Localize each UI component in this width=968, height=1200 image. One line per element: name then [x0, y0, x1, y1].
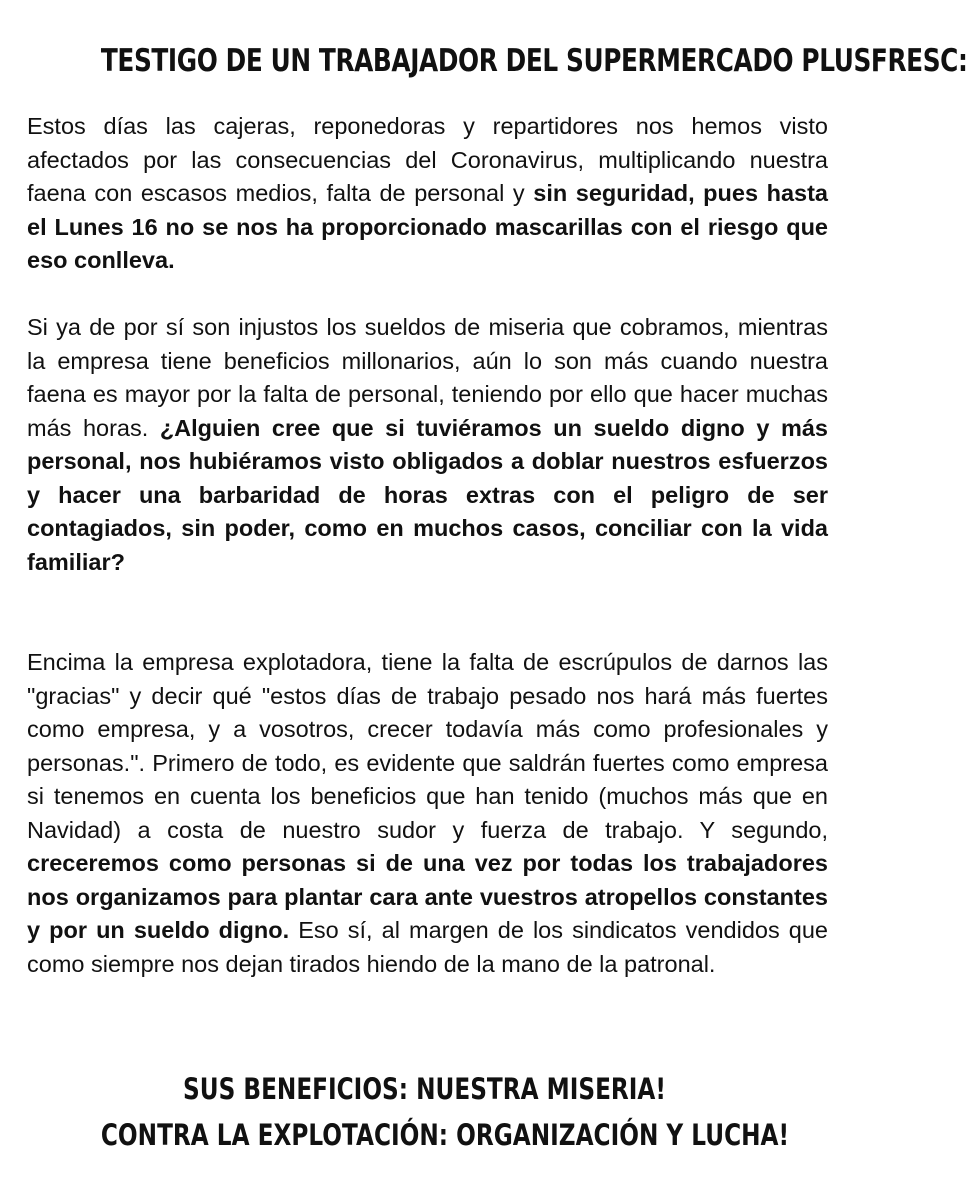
leaflet-title: TESTIGO DE UN TRABAJADOR DEL SUPERMERCADO PLUSFRESC: [100, 43, 968, 79]
paragraph-1-bold-text: sin seguridad, pues hasta el Lunes 16 no se nos ha proporcionado mascarillas con el riesgo que eso conlleva. [27, 180, 828, 273]
paragraph-2-text: Si ya de por sí son injustos los sueldos de miseria que cobramos, mientras la empresa tiene beneficios millonarios, aún lo son más cuando nuestra faena es mayor por la falta de personal, teniendo por ello que hacer muchas más horas. [27, 314, 828, 441]
paragraph-3-bold-text: creceremos como personas si de una vez por todas los trabajadores nos organizamos para plantar cara ante vuestros atropellos constantes y por un sueldo digno. [27, 850, 828, 943]
paragraph-3-text: Encima la empresa explotadora, tiene la falta de escrúpulos de darnos las "gracias" y decir qué "estos días de trabajo pesado nos hará más fuertes como empresa, y a vosotros, crecer todavía más como profesionales y personas.". Primero de todo, es evidente que saldrán fuertes como empresa si tenemos en cuenta los beneficios que han tenido (muchos más que en Navidad) a costa de nuestro sudor y fuerza de trabajo. Y segundo, [27, 649, 828, 843]
slogan-2: CONTRA LA EXPLOTACIÓN: ORGANIZACIÓN Y LUCHA! [100, 1118, 790, 1152]
paragraph-3-closing-text: Eso sí, al margen de los sindicatos vendidos que como siempre nos dejan tirados hiendo de la mano de la patronal. [27, 917, 828, 977]
paragraph-2 [27, 311, 828, 579]
paragraph-1 [27, 110, 828, 278]
slogan-1: SUS BENEFICIOS: NUESTRA MISERIA! [183, 1072, 666, 1106]
paragraph-1-text: Estos días las cajeras, reponedoras y repartidores nos hemos visto afectados por las consecuencias del Coronavirus, multiplicando nuestra faena con escasos medios, falta de personal y [27, 113, 828, 206]
paragraph-2-bold-text: ¿Alguien cree que si tuviéramos un sueldo digno y más personal, nos hubiéramos visto obligados a doblar nuestros esfuerzos y hacer una barbaridad de horas extras con el peligro de ser contagiados, sin poder, como en muchos casos, conciliar con la vida familiar? [27, 414, 828, 575]
paragraph-3 [27, 646, 828, 981]
closing-slogans [100, 1066, 790, 1158]
